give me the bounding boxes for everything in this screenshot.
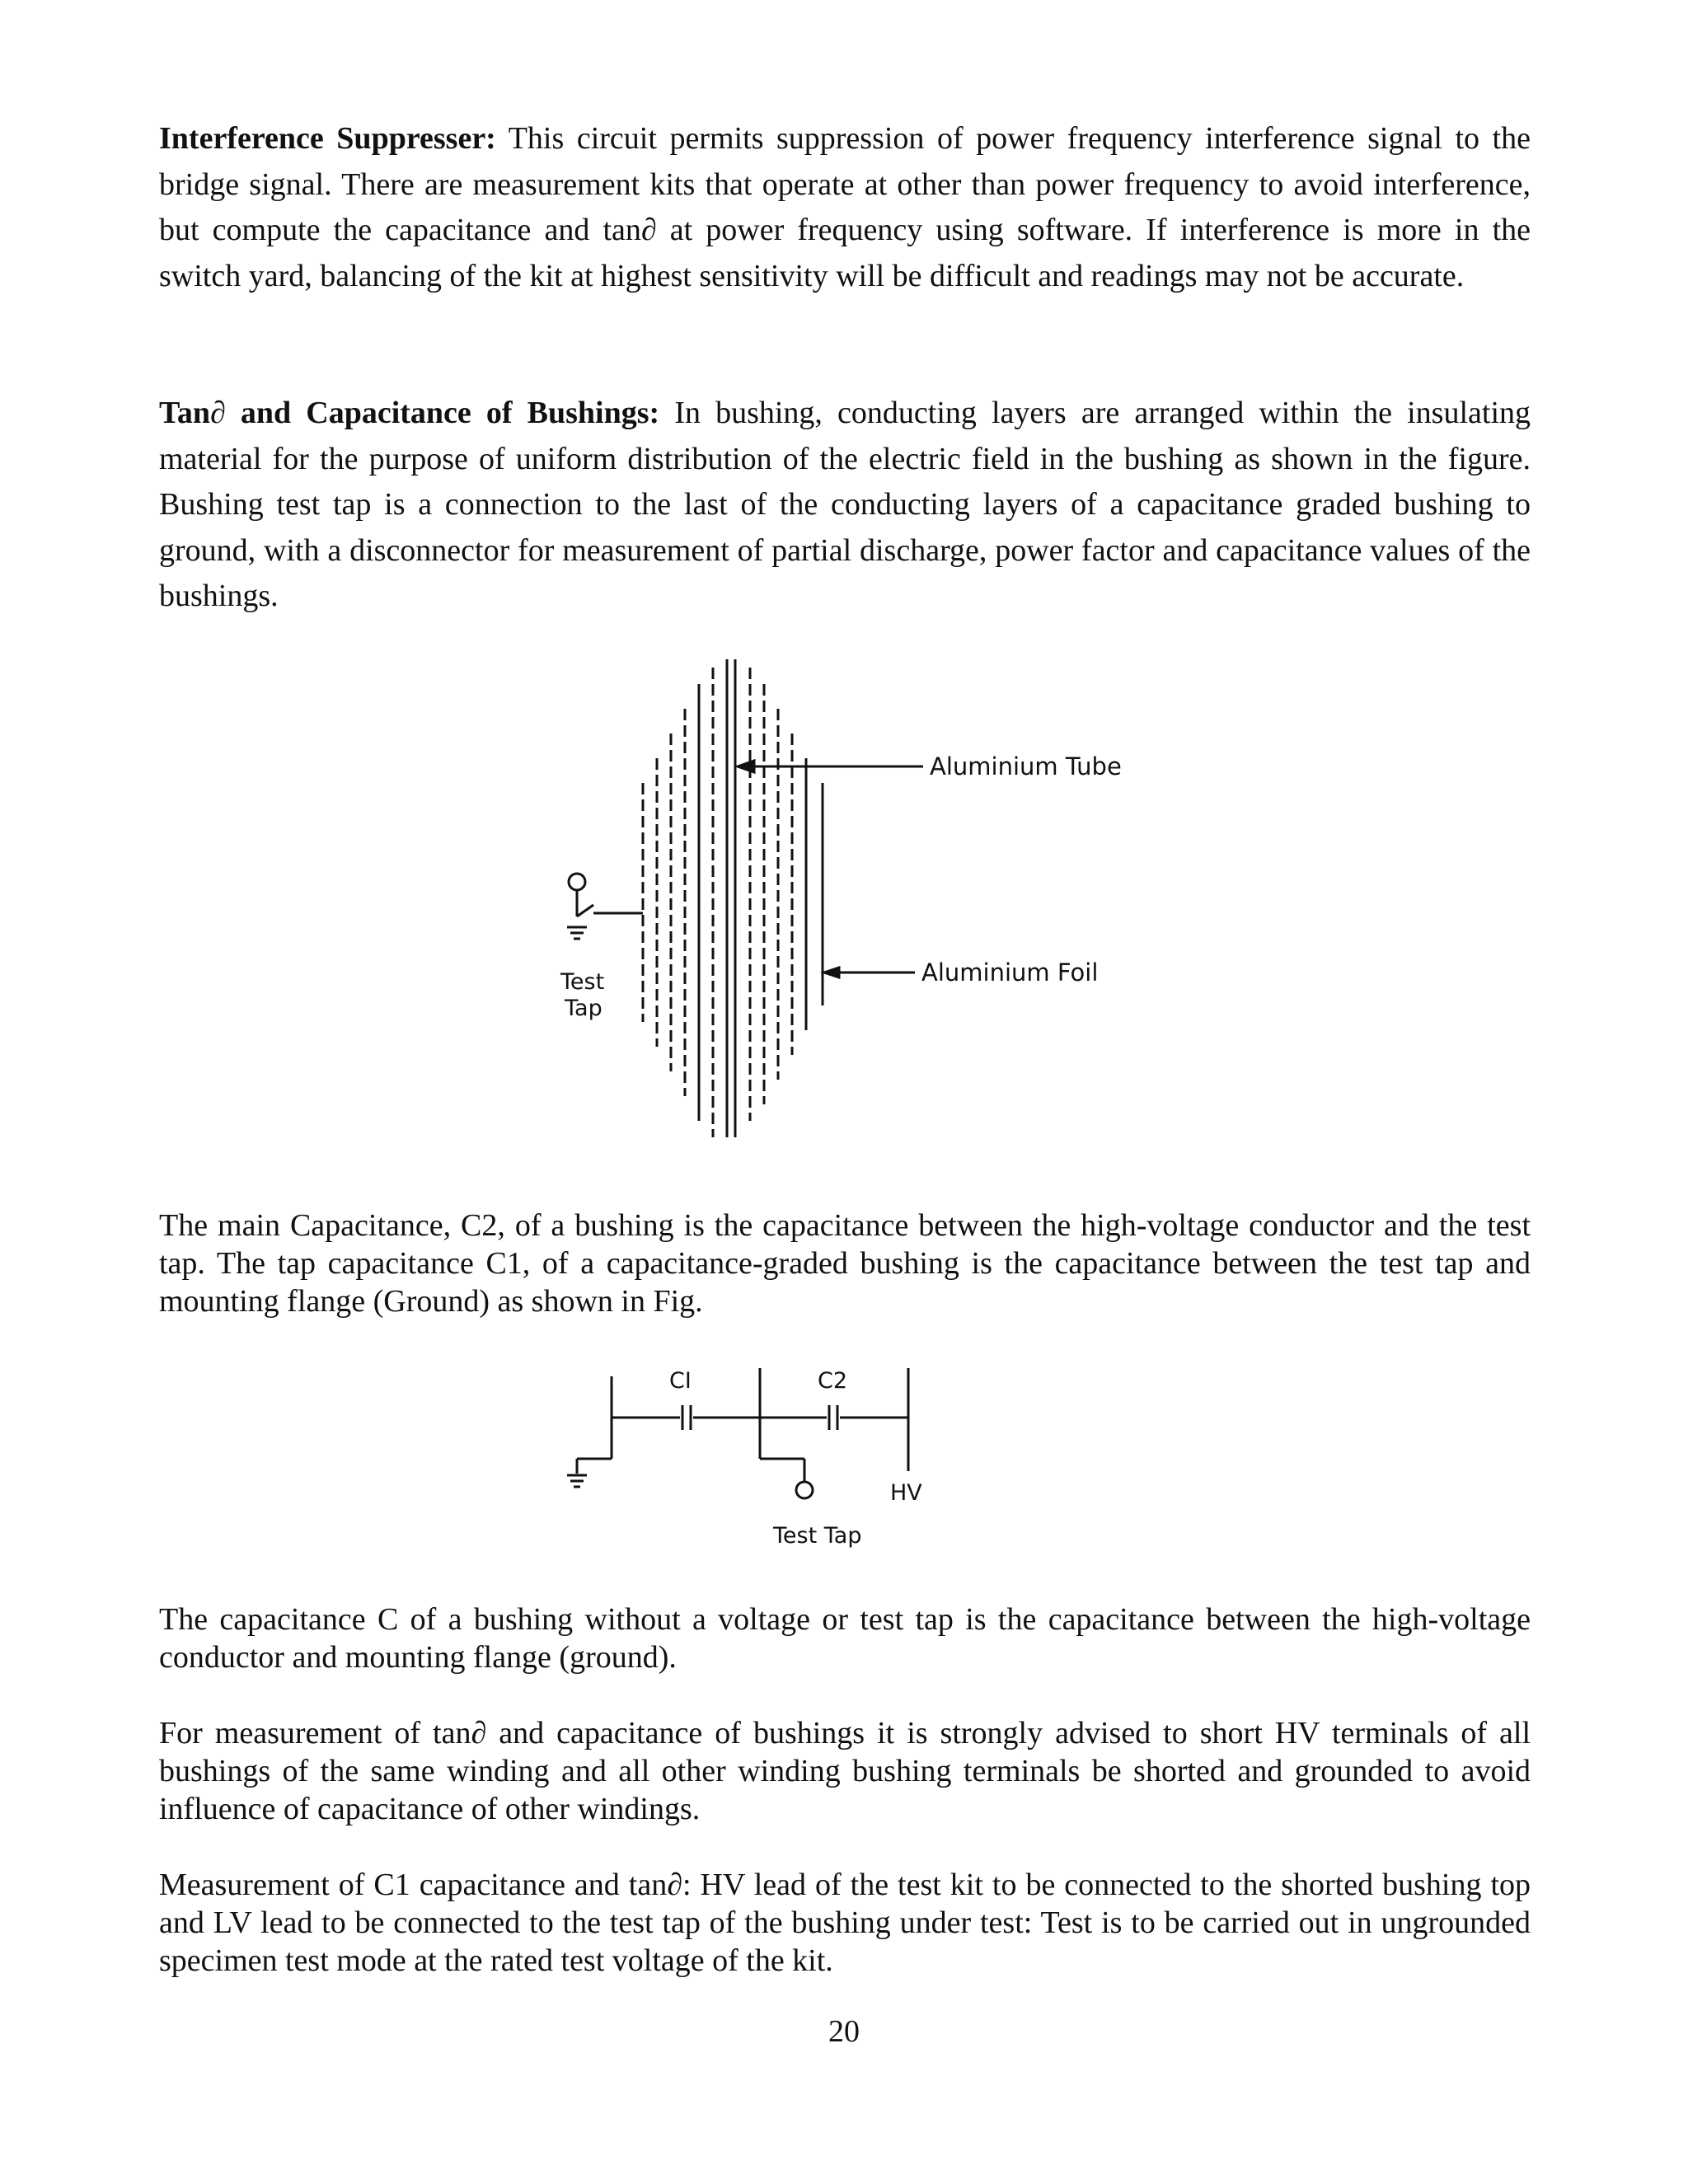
label-aluminium-foil: Aluminium Foil bbox=[921, 958, 1099, 987]
paragraph-main-capacitance: The main Capacitance, C2, of a bushing is the capacitance between the high-voltage conductor and the test tap. The tap capacitance C1, of a capacitance-graded bushing is the capacitance between the test tap and mounting flange (Ground) as shown in Fig. bbox=[159, 1208, 1531, 1319]
label-hv: HV bbox=[890, 1480, 922, 1506]
conducting-layers bbox=[643, 659, 823, 1137]
paragraph-body: This circuit permits suppression of power frequency interference signal to the bridge signal. There are measurement kits that operate at other than power frequency to avoid interference, but compute the capacitance and tan∂ at power frequency using software. If interference is more in the switch yard, balancing of the kit at highest sensitivity will be difficult and readings may not be accurate. bbox=[159, 121, 1531, 293]
paragraph-heading: Tan∂ and Capacitance of Bushings: bbox=[159, 396, 660, 430]
bushing-layers-figure bbox=[544, 651, 1170, 1146]
paragraph-bushing-capacitance: The capacitance C of a bushing without a voltage or test tap is the capacitance between the high-voltage conductor and mounting flange (ground). bbox=[159, 1602, 1531, 1675]
label-test: Test bbox=[560, 969, 605, 995]
paragraph-heading: Interference Suppresser: bbox=[159, 121, 496, 156]
paragraph-c1-measurement: Measurement of C1 capacitance and tan∂: HV lead of the test kit to be connected to the shorted bushing top and LV lead to be connected to the test tap of the bushing under test: Test is to be carried out in ungrounded specimen test mode at the rated test voltage of the kit. bbox=[159, 1868, 1531, 1978]
capacitance-circuit-figure bbox=[544, 1352, 940, 1549]
label-test-tap: Test Tap bbox=[773, 1523, 862, 1549]
label-c1: CI bbox=[669, 1368, 692, 1394]
paragraph-body: In bushing, conducting layers are arranged within the insulating material for the purpose of uniform distribution of the electric field in the bushing as shown in the figure. Bushing test tap is a connection to the last of the conducting layers of a capacitance graded bushing to ground, with a disconnector for measurement of partial discharge, power factor and capacitance values of the bushings. bbox=[159, 396, 1531, 613]
label-aluminium-tube: Aluminium Tube bbox=[930, 752, 1122, 780]
paragraph-interference-suppresser bbox=[159, 116, 1531, 299]
test-tap-terminal-icon bbox=[796, 1482, 813, 1498]
test-tap-symbol bbox=[567, 874, 643, 939]
paragraph-bushings bbox=[159, 391, 1531, 620]
terminal-circle-icon bbox=[569, 874, 585, 890]
arrow-head-icon bbox=[738, 761, 754, 772]
label-tap: Tap bbox=[565, 996, 603, 1021]
paragraph-measurement-advice: For measurement of tan∂ and capacitance of bushings it is strongly advised to short HV terminals of all bushings of the same winding and all other winding bushing terminals be shorted and grounded to avoid influence of capacitance of other windings. bbox=[159, 1716, 1531, 1826]
page-number: 20 bbox=[828, 2014, 860, 2049]
label-c2: C2 bbox=[818, 1368, 848, 1394]
arrow-head-icon bbox=[824, 968, 839, 977]
